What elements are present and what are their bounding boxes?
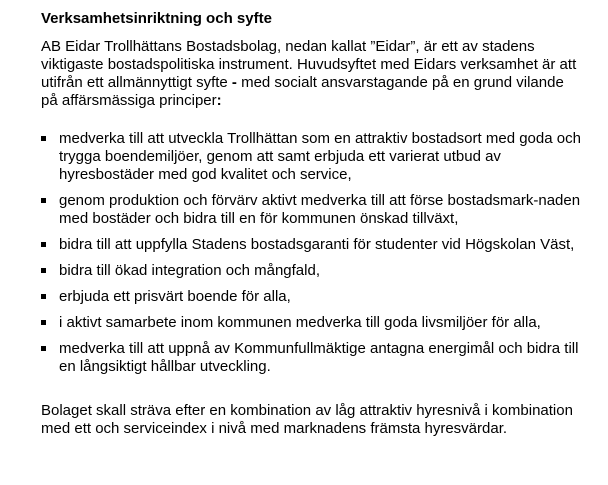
list-item [41,340,581,376]
intro-paragraph [41,38,581,110]
bullet-icon [41,242,46,247]
list-item [41,236,581,254]
bullet-icon [41,294,46,299]
list-item-text: genom produktion och förvärv aktivt medverka till att förse bostadsmark-naden med bostäder och bidra till en för kommunen önskad tillväxt, [59,192,581,227]
intro-text-2: med socialt ansvarstagande på en grund vilande på affärsmässiga principer [41,74,564,109]
list-item [41,130,581,184]
bullet-icon [41,346,46,351]
intro-colon: : [216,92,222,109]
document-page [41,10,581,438]
intro-text-1: AB Eidar Trollhättans Bostadsbolag, nedan kallat ”Eidar”, är ett av stadens viktigaste bostadspolitiska instrument. Huvudsyftet med Eidars verksamhet är att utifrån ett allmännyttigt syfte [41,38,577,91]
list-item [41,192,581,228]
intro-dash: - [231,74,237,91]
bullet-icon [41,136,46,141]
list-item-text: medverka till att utveckla Trollhättan som en attraktiv bostadsort med goda och trygga boendemiljöer, genom att samt erbjuda ett varierat utbud av hyresbostäder med god kvalitet och service, [59,130,581,183]
list-item [41,288,581,306]
bullet-icon [41,268,46,273]
list-item [41,314,581,332]
list-item-text: medverka till att uppnå av Kommunfullmäktige antagna energimål och bidra till en långsiktigt hållbar utveckling. [59,340,579,375]
closing-paragraph: Bolaget skall sträva efter en kombination av låg attraktiv hyresnivå i kombination med ett och serviceindex i nivå med marknadens främsta hyresvärdar. [41,402,573,437]
list-item-text: i aktivt samarbete inom kommunen medverka till goda livsmiljöer för alla, [59,314,541,331]
section-heading: Verksamhetsinriktning och syfte [41,10,272,27]
list-item-text: erbjuda ett prisvärt boende för alla, [59,288,291,305]
list-item-text: bidra till ökad integration och mångfald, [59,262,320,279]
list-item [41,262,581,280]
bullet-icon [41,198,46,203]
bullet-icon [41,320,46,325]
purpose-list [41,130,581,376]
list-item-text: bidra till att uppfylla Stadens bostadsgaranti för studenter vid Högskolan Väst, [59,236,575,253]
